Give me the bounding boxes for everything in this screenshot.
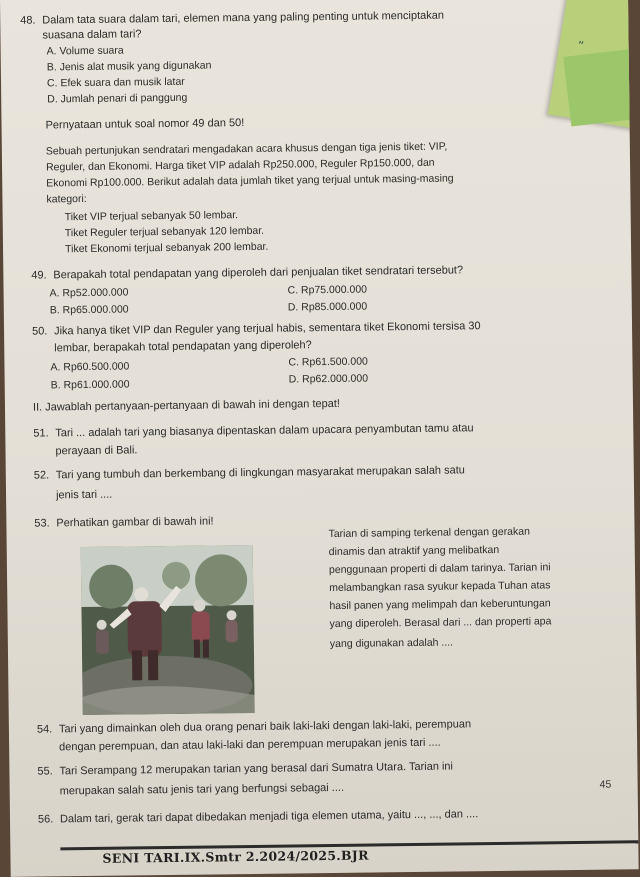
dance-photo <box>81 545 255 715</box>
section-2-heading: II. Jawablah pertanyaan-pertanyaan di bawah ini dengan tepat! <box>32 397 341 414</box>
q52-number: 52. <box>33 469 50 482</box>
q48-option-d: D. Jumlah penari di panggung <box>47 91 188 106</box>
statement-heading: Pernyataan untuk soal nomor 49 dan 50! <box>45 117 245 132</box>
q51-number: 51. <box>33 427 49 440</box>
q50-option-c: C. Rp61.500.000 <box>288 355 368 369</box>
q53-text-1: Perhatikan gambar di bawah ini! <box>56 515 214 530</box>
q48-option-c: C. Efek suara dan musik latar <box>46 75 185 90</box>
q53-right-line-1: Tarian di samping terkenal dengan gerakan <box>328 525 530 541</box>
q49-option-d: D. Rp85.000.000 <box>287 300 368 314</box>
q48-option-a: A. Volume suara <box>46 44 124 58</box>
statement-line-1: Sebuah pertunjukan sendratari mengadakan acara khusus dengan tiga jenis tiket: VIP, <box>45 140 448 158</box>
q52-text-1: Tari yang tumbuh dan berkembang di lingkungan masyarakat merupakan salah satu <box>55 464 465 482</box>
statement-item-vip: Tiket VIP terjual sebanyak 50 lembar. <box>64 209 239 224</box>
q51-text-1: Tari ... adalah tari yang biasanya dipentaskan dalam upacara penyambutan tamu atau <box>55 422 474 440</box>
q53-right-line-7: yang digunakan adalah .... <box>329 636 454 651</box>
q56-number: 56. <box>37 813 54 826</box>
q48-text-1: Dalam tata suara dalam tari, elemen mana yang paling penting untuk menciptakan <box>42 9 445 27</box>
q53-right-line-6: yang diperoleh. Berasal dari ... dan properti apa <box>329 615 552 631</box>
statement-item-reguler: Tiket Reguler terjual sebanyak 120 lembar. <box>64 224 265 240</box>
q56-text-1: Dalam tari, gerak tari dapat dibedakan menjadi tiga elemen utama, yaitu ..., ..., dan .... <box>59 808 479 826</box>
q49-option-a: A. Rp52.000.000 <box>49 286 129 300</box>
q50-text-1: Jika hanya tiket VIP dan Reguler yang terjual habis, sementara tiket Ekonomi tersisa 30 <box>53 320 481 338</box>
sticky-note-back <box>563 49 638 127</box>
q50-option-d: D. Rp62.000.000 <box>288 372 369 386</box>
dance-photo-illustration <box>81 545 255 715</box>
q50-text-2: lembar, berapakah total pendapatan yang diperoleh? <box>54 339 312 355</box>
q50-option-b: B. Rp61.000.000 <box>50 378 130 392</box>
q54-number: 54. <box>36 723 53 736</box>
statement-line-4: kategori: <box>46 192 87 206</box>
q53-right-line-3: penggunaan properti di dalam tarinya. Tarian ini <box>328 561 551 577</box>
statement-item-ekonomi: Tiket Ekonomi terjual sebanyak 200 lembar. <box>64 240 269 256</box>
q55-number: 55. <box>37 765 53 778</box>
q55-text-2: merupakan salah satu jenis tari yang berfungsi sebagai .... <box>59 781 345 798</box>
q49-number: 49. <box>31 269 47 282</box>
q52-text-2: jenis tari .... <box>55 488 113 502</box>
q54-text-2: dengan perempuan, dan atau laki-laki dan perempuan merupakan jenis tari .... <box>59 736 441 754</box>
q53-number: 53. <box>34 517 50 530</box>
q55-text-1: Tari Serampang 12 merupakan tarian yang berasal dari Sumatra Utara. Tarian ini <box>59 760 454 778</box>
sticky-note-mark: ” <box>576 38 585 54</box>
q49-text: Berapakah total pendapatan yang diperoleh dari penjualan tiket sendratari tersebut? <box>53 264 464 282</box>
statement-line-3: Ekonomi Rp100.000. Berikut adalah data jumlah tiket yang terjual untuk masing-masing <box>46 172 454 190</box>
q54-text-1: Tari yang dimainkan oleh dua orang penari baik laki-laki dengan laki-laki, perempuan <box>58 718 472 736</box>
q53-right-line-2: dinamis dan atraktif yang melibatkan <box>328 543 500 559</box>
q50-number: 50. <box>31 325 48 338</box>
q51-text-2: perayaan di Bali. <box>55 444 138 458</box>
q48-text-2: suasana dalam tari? <box>42 28 142 42</box>
q48-option-b: B. Jenis alat musik yang digunakan <box>46 59 212 74</box>
q48-number: 48. <box>20 14 36 27</box>
page-number: 45 <box>599 778 612 791</box>
statement-line-2: Reguler, dan Ekonomi. Harga tiket VIP adalah Rp250.000, Reguler Rp150.000, dan <box>45 156 435 174</box>
q50-option-a: A. Rp60.500.000 <box>50 360 130 374</box>
q53-right-line-5: hasil panen yang melimpah dan keberuntungan <box>329 597 551 613</box>
q49-option-c: C. Rp75.000.000 <box>287 283 368 297</box>
footer-text: SENI TARI.IX.Smtr 2.2024/2025.BJR <box>102 847 369 866</box>
q49-option-b: B. Rp65.000.000 <box>49 303 129 317</box>
q53-right-line-4: melambangkan rasa syukur kepada Tuhan atas <box>329 579 551 595</box>
